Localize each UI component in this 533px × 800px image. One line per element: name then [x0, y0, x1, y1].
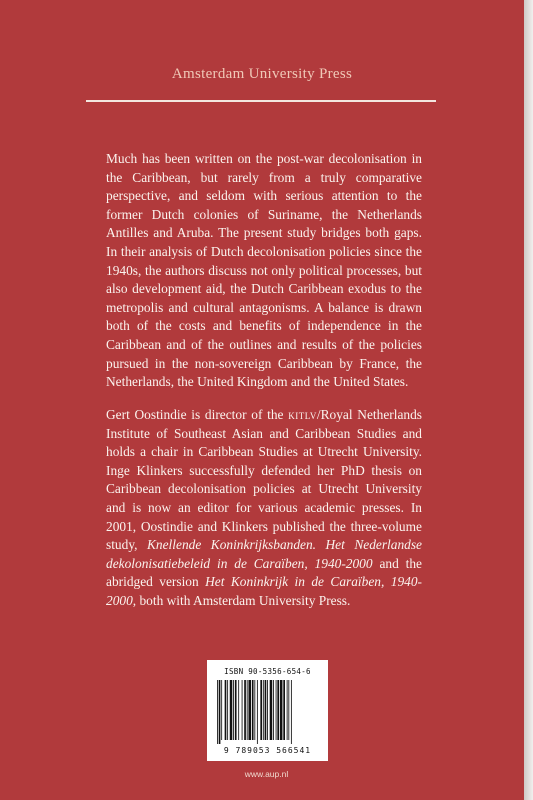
barcode-bar — [247, 680, 248, 740]
barcode-bar — [277, 680, 279, 740]
barcode-bar — [263, 680, 264, 740]
barcode-bar — [219, 680, 221, 744]
bio-text-3: and the abridged version — [106, 555, 422, 590]
bio-text-4: , both with Amsterdam University Press. — [132, 592, 351, 608]
barcode-bar — [238, 680, 239, 740]
barcode-bar — [230, 680, 233, 740]
barcode-bar — [227, 680, 228, 740]
bio-title-2: Het Koninkrijk in de Caraïben, 1940-2000 — [106, 574, 422, 608]
author-bio — [106, 406, 422, 611]
barcode-bar — [248, 680, 251, 740]
isbn-text: ISBN 90-5356-654-6 — [224, 667, 311, 676]
barcode-bar — [291, 680, 292, 744]
barcode-bar — [221, 680, 222, 740]
divider-rule — [86, 100, 436, 102]
barcode-bar — [288, 680, 289, 740]
barcode-bar — [260, 680, 262, 740]
bio-kitlv: kitlv — [288, 407, 317, 422]
website-url — [0, 769, 533, 779]
barcode-bar — [273, 680, 274, 740]
publisher-name: Amsterdam University Press — [171, 66, 353, 82]
barcode-bar — [267, 680, 268, 740]
barcode-bar — [287, 680, 288, 740]
barcode-bar — [257, 680, 258, 744]
barcode-bar — [225, 680, 227, 740]
barcode-label — [207, 660, 328, 761]
barcode-bar — [233, 680, 234, 740]
bio-text-2: /Royal Netherlands Institute of Southeast Asian and Caribbean Studies and holds a chair in Caribbean Studies at Utrecht University. Inge Klinkers successfully defended her PhD thesis on Caribbean decolonisation policies at Utrecht University and is now an editor for various academic presses. In 2001, Oostindie and Klinkers published the three-volume study, — [106, 407, 422, 553]
barcode-bar — [283, 680, 285, 740]
barcode-bar — [235, 680, 237, 740]
bio-title-1: Knellende Koninkrijksbanden. Het Nederlandse dekolonisatiebeleid in de Caraïben, 1940-2000 — [106, 537, 423, 571]
barcode-bar — [265, 680, 267, 740]
barcode-bar — [252, 680, 254, 740]
barcode-bar — [276, 680, 277, 740]
barcode-bar — [217, 680, 218, 744]
barcode-bar — [254, 680, 255, 740]
barcode-bar — [242, 680, 243, 740]
website-url-text: www.aup.nl — [244, 769, 289, 779]
barcode-bar — [270, 680, 273, 740]
barcode-bar — [244, 680, 246, 740]
barcode-bar — [280, 680, 283, 740]
barcode-graphic — [217, 680, 318, 744]
ean-digits: 9 789053 566541 — [223, 746, 312, 755]
book-description: Much has been written on the post-war decolonisation in the Caribbean, but rarely from a truly comparative perspective, and seldom with serious attention to the former Dutch colonies of Suriname, the Netherlands Antilles and Aruba. The present study bridges both gaps. In their analysis of Dutch decolonisation policies since the 1940s, the authors discuss not only political processes, but also development aid, the Dutch Caribbean exodus to the metropolis and cultural antagonisms. A balance is drawn both of the costs and benefits of independence in the Caribbean and of the outlines and results of the policies pursued in the non-sovereign Caribbean by France, the Netherlands, the United Kingdom and the United States. — [106, 151, 422, 390]
page-edge — [524, 0, 533, 800]
bio-text-1: Gert Oostindie is director of the — [106, 407, 289, 422]
